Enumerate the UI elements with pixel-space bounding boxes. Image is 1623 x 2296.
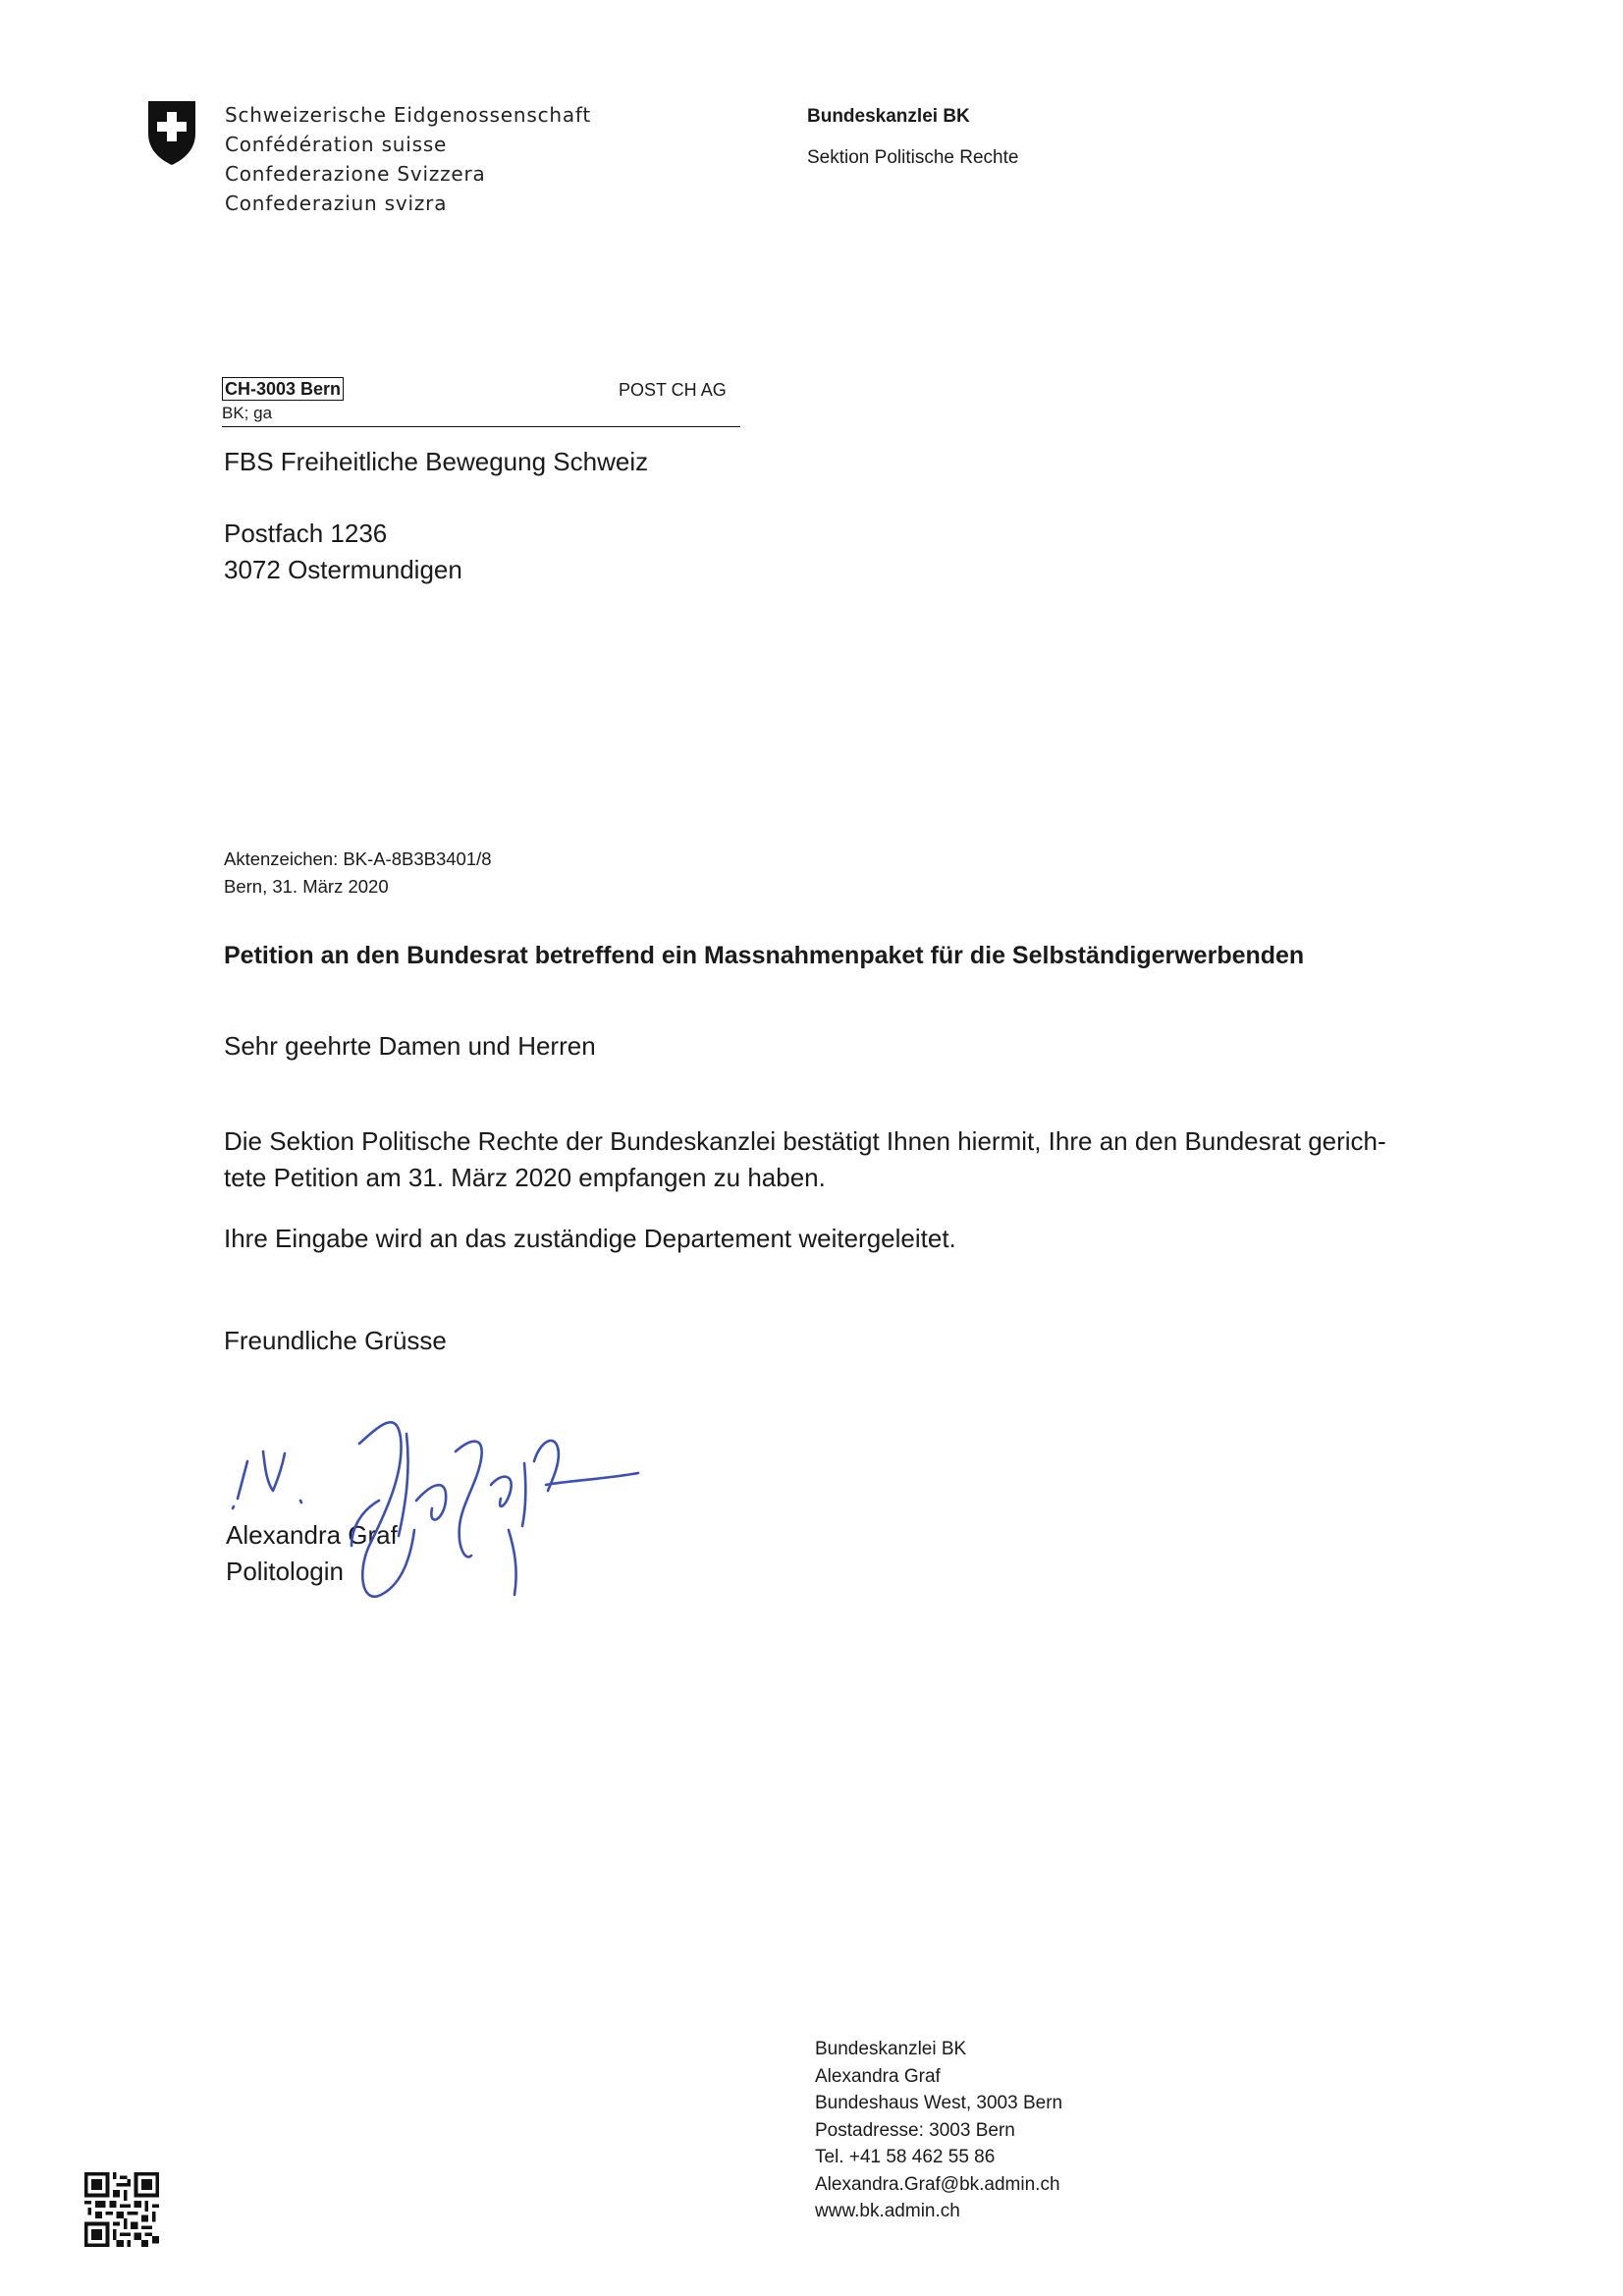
sender-reference: BK; ga (222, 404, 273, 422)
footer-line-website: www.bk.admin.ch (815, 2201, 960, 2221)
recipient-street: Postfach 1236 (224, 519, 388, 548)
body-paragraph-1-line-1: Die Sektion Politische Rechte der Bundeskanzlei bestätigt Ihnen hiermit, Ihre an den Bundesrat gerich- (224, 1126, 1386, 1156)
sender-line (222, 377, 740, 432)
confederation-name-it: Confederazione Svizzera (225, 162, 486, 186)
address-divider (222, 426, 740, 427)
confederation-name-de: Schweizerische Eidgenossenschaft (225, 103, 592, 127)
department-block (807, 96, 1018, 179)
section-name: Sektion Politische Rechte (807, 147, 1019, 168)
footer-line-phone: Tel. +41 58 462 55 86 (815, 2147, 996, 2167)
recipient-city: 3072 Ostermundigen (224, 555, 462, 584)
footer-contact (815, 2036, 1062, 2225)
confederation-name-fr: Confédération suisse (225, 133, 448, 156)
confederation-name-rm: Confederaziun svizra (225, 191, 448, 215)
footer-line-department: Bundeskanzlei BK (815, 2039, 967, 2059)
confederation-names (225, 100, 591, 218)
footer-line-name: Alexandra Graf (815, 2065, 941, 2087)
body-paragraph-1 (224, 1123, 1490, 1196)
subject-line: Petition an den Bundesrat betreffend ein Massnahmenpaket für die Selbständigerwerbenden (224, 942, 1305, 969)
signer-title: Politologin (226, 1557, 344, 1586)
footer-line-postal: Postadresse: 3003 Bern (815, 2119, 1015, 2141)
closing: Freundliche Grüsse (224, 1326, 447, 1355)
footer-line-address: Bundeshaus West, 3003 Bern (815, 2093, 1063, 2113)
swiss-coat-of-arms-icon (145, 98, 198, 167)
salutation: Sehr geehrte Damen und Herren (224, 1031, 596, 1061)
reference-block (224, 846, 492, 901)
postal-service: POST CH AG (619, 380, 727, 400)
department-name: Bundeskanzlei BK (807, 106, 970, 127)
recipient-address (224, 444, 648, 588)
body-paragraph-1-line-2: tete Petition am 31. März 2020 empfangen zu haben. (224, 1163, 826, 1192)
letter-date: Bern, 31. März 2020 (224, 876, 389, 897)
footer-line-email: Alexandra.Graf@bk.admin.ch (815, 2173, 1060, 2195)
qr-code-icon (84, 2172, 159, 2247)
signer-name: Alexandra Graf (226, 1520, 398, 1550)
handwritten-signature (214, 1353, 685, 1618)
body-paragraph-2: Ihre Eingabe wird an das zuständige Departement weitergeleitet. (224, 1224, 956, 1253)
recipient-name: FBS Freiheitliche Bewegung Schweiz (224, 447, 649, 476)
sender-postal-box: CH-3003 Bern (222, 377, 344, 401)
file-number: Aktenzeichen: BK-A-8B3B3401/8 (224, 848, 492, 869)
